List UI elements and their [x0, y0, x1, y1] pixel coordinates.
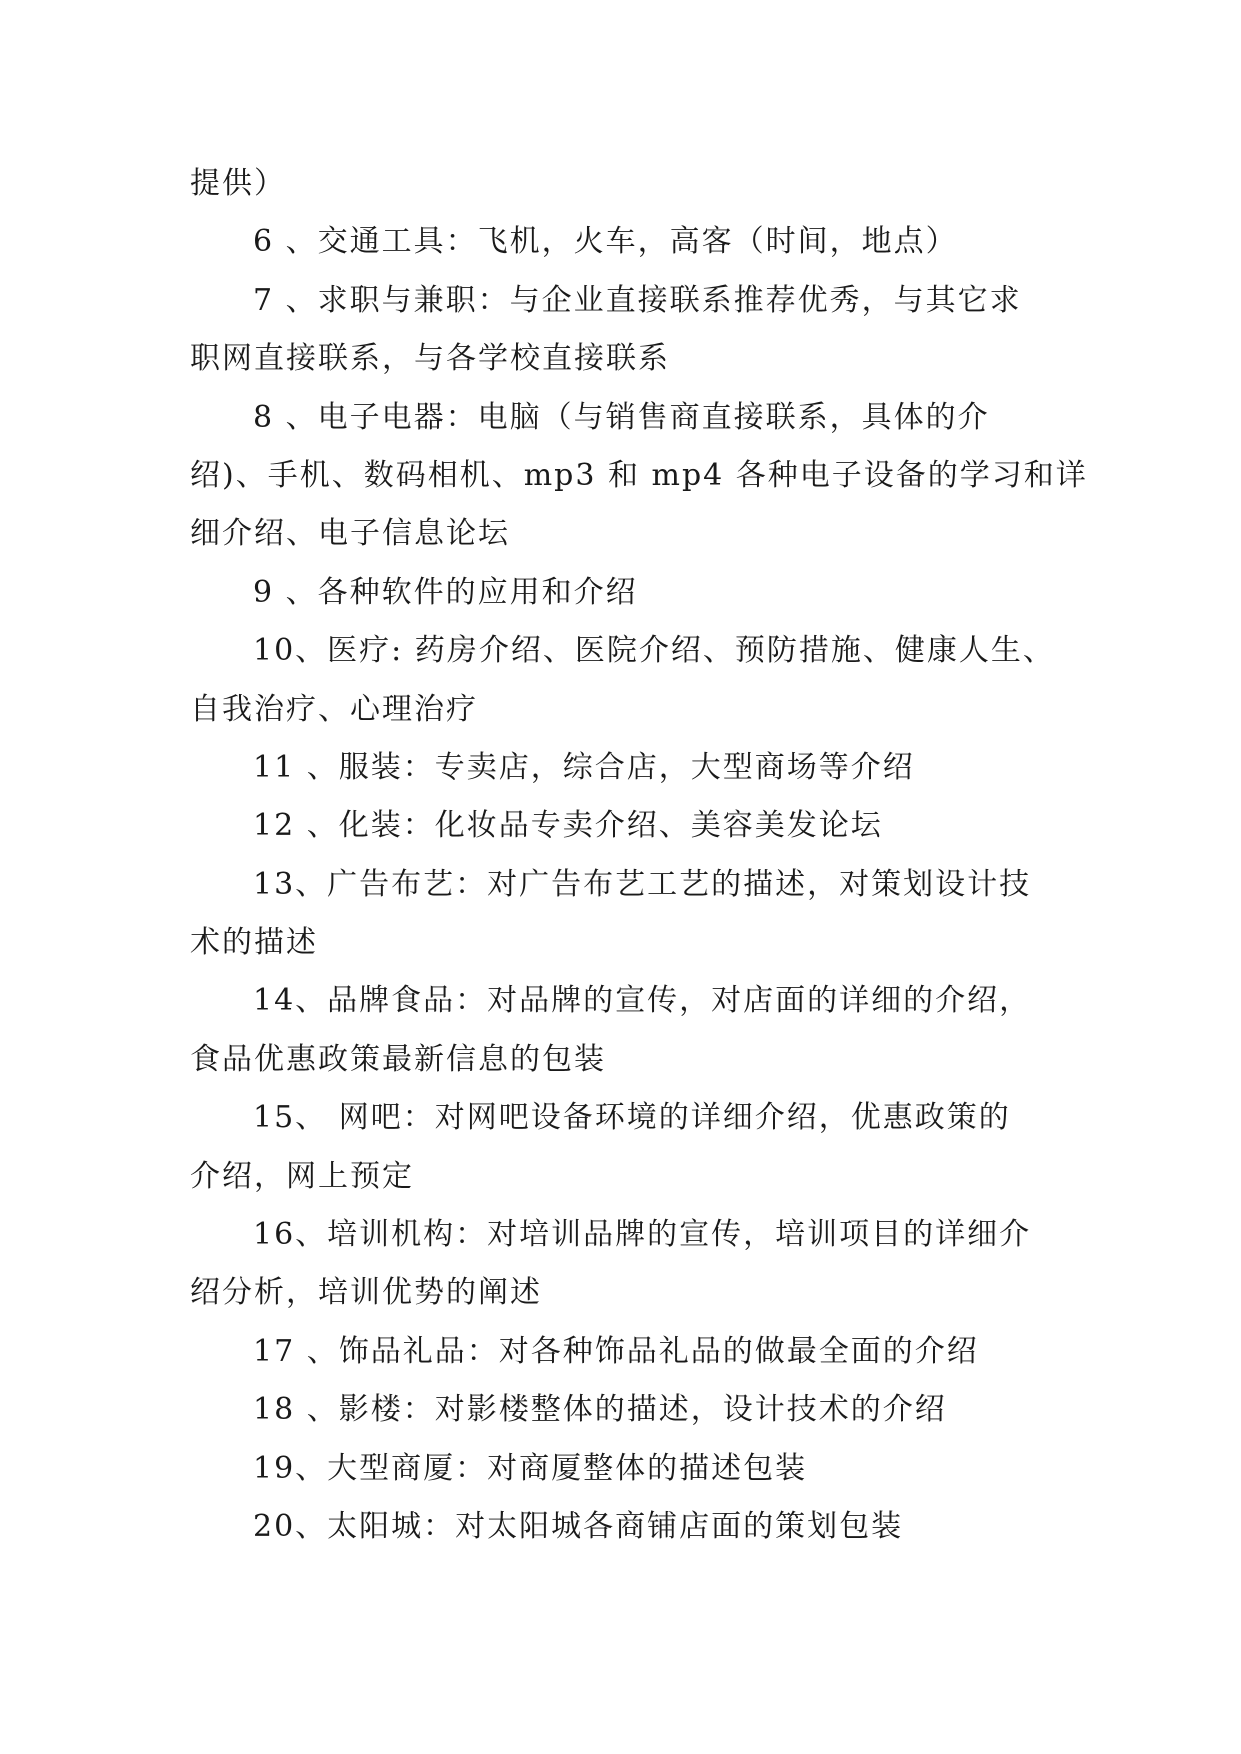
text-line: 自我治疗、心理治疗 [190, 691, 478, 727]
list-item-16: 16、培训机构：对培训品牌的宣传，培训项目的详细介 [253, 1217, 1032, 1253]
text-line: 提供） [190, 166, 286, 201]
text-line: 介绍，网上预定 [190, 1158, 414, 1194]
list-item-18: 18 、影楼：对影楼整体的描述，设计技术的介绍 [253, 1392, 947, 1428]
text-line: 绍分析，培训优势的阐述 [190, 1275, 542, 1311]
list-item-13: 13、广告布艺：对广告布艺工艺的描述，对策划设计技 [253, 866, 1032, 902]
list-item-20: 20、太阳城：对太阳城各商铺店面的策划包装 [253, 1508, 904, 1544]
text-line: 职网直接联系，与各学校直接联系 [190, 341, 670, 377]
list-item-8: 8 、电子电器：电脑（与销售商直接联系，具体的介 [253, 399, 990, 435]
list-item-15: 15、 网吧：对网吧设备环境的详细介绍，优惠政策的 [253, 1100, 1011, 1136]
text-line: 术的描述 [190, 925, 318, 961]
document-page [190, 155, 1088, 1556]
list-item-6: 6 、交通工具：飞机，火车，高客（时间，地点） [253, 224, 958, 260]
list-item-9: 9 、各种软件的应用和介绍 [253, 574, 638, 610]
list-item-19: 19、大型商厦：对商厦整体的描述包装 [253, 1450, 808, 1486]
list-item-7: 7 、求职与兼职：与企业直接联系推荐优秀，与其它求 [253, 282, 1022, 318]
text-line: 绍)、手机、数码相机、mp3 和 mp4 各种电子设备的学习和详 [190, 457, 1088, 493]
text-line: 食品优惠政策最新信息的包装 [190, 1041, 606, 1077]
list-item-10: 10、医疗: 药房介绍、医院介绍、预防措施、健康人生、 [253, 633, 1055, 669]
text-line: 细介绍、电子信息论坛 [190, 516, 510, 552]
list-item-12: 12 、化装：化妆品专卖介绍、美容美发论坛 [253, 808, 883, 844]
list-item-14: 14、品牌食品：对品牌的宣传，对店面的详细的介绍， [253, 983, 1032, 1019]
list-item-17: 17 、饰品礼品：对各种饰品礼品的做最全面的介绍 [253, 1333, 979, 1369]
list-item-11: 11 、服装：专卖店，综合店，大型商场等介绍 [253, 749, 915, 785]
